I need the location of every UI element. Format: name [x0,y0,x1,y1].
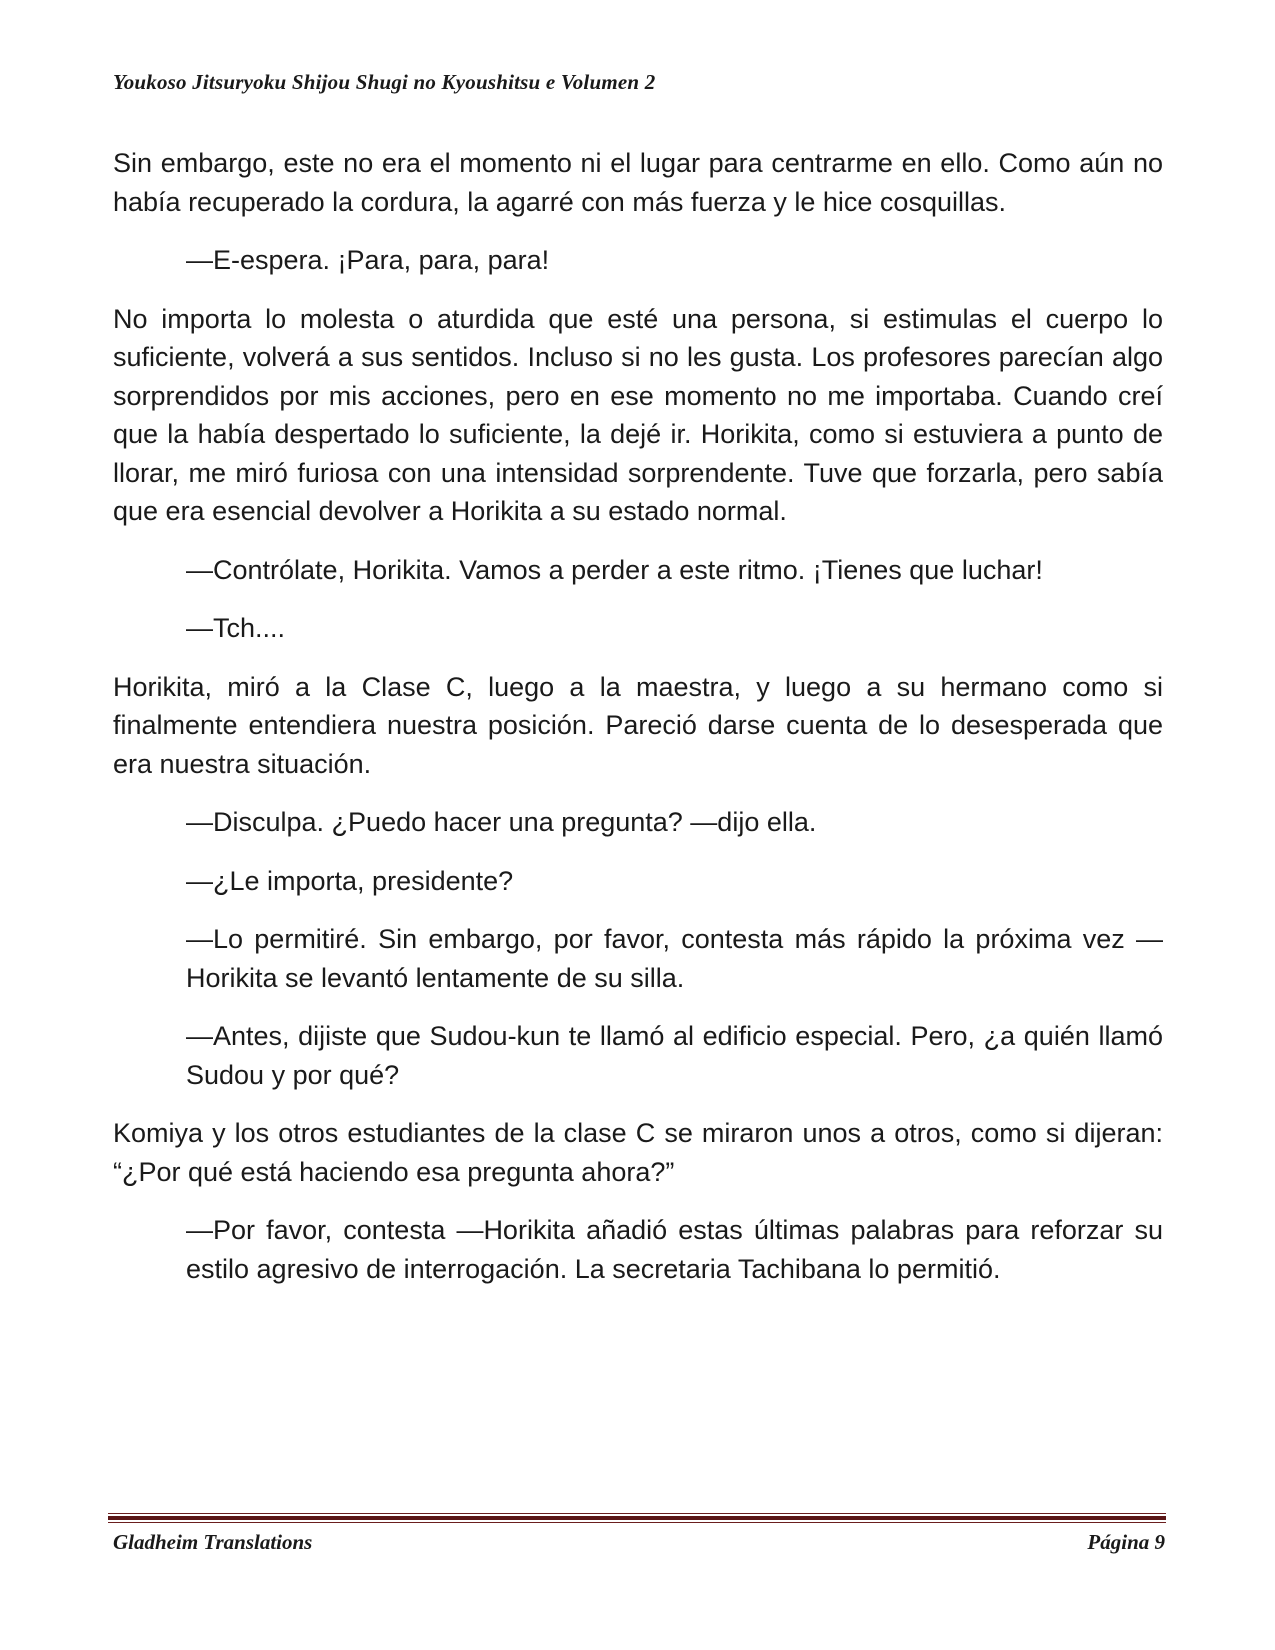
dialogue-line: —E-espera. ¡Para, para, para! [186,245,550,275]
footer-divider-thick-line [108,1516,1166,1520]
footer-divider-top-line [108,1513,1166,1514]
paragraph: Sin embargo, este no era el momento ni el lugar para centrarme en ello. Como aún no había recuperado la cordura, la agarré con más fuerza y le hice cosquillas. [113,148,1163,217]
footer-divider [108,1513,1166,1523]
dialogue-line: —¿Le importa, presidente? [186,865,514,896]
dialogue-line: —Lo permitiré. Sin embargo, por favor, contesta más rápido la próxima vez —Horikita se levantó lentamente de su silla. [186,924,1163,993]
document-body [113,144,1163,1288]
dialogue-line: —Contrólate, Horikita. Vamos a perder a este ritmo. ¡Tienes que luchar! [186,554,1043,585]
dialogue-line: —Antes, dijiste que Sudou-kun te llamó al edificio especial. Pero, ¿a quién llamó Sudou y por qué? [186,1021,1163,1090]
page-number: Página 9 [1087,1530,1165,1554]
footer-credit: Gladheim Translations [113,1530,313,1554]
footer-divider-bottom-line [108,1522,1166,1523]
paragraph: Komiya y los otros estudiantes de la clase C se miraron unos a otros, como si dijeran: “¿Por qué está haciendo esa pregunta ahora?” [113,1118,1163,1187]
dialogue-line: —Tch.... [186,613,286,643]
page-header-title: Youkoso Jitsuryoku Shijou Shugi no Kyoushitsu e Volumen 2 [113,70,656,94]
paragraph: Horikita, miró a la Clase C, luego a la maestra, y luego a su hermano como si finalmente entendiera nuestra posición. Pareció darse cuenta de lo desesperada que era nuestra situación. [113,671,1163,779]
dialogue-line: —Por favor, contesta —Horikita añadió estas últimas palabras para reforzar su estilo agresivo de interrogación. La secretaria Tachibana lo permitió. [186,1215,1163,1284]
paragraph: No importa lo molesta o aturdida que esté una persona, si estimulas el cuerpo lo suficiente, volverá a sus sentidos. Incluso si no les gusta. Los profesores parecían algo sorprendidos por mis acciones, pero en ese momento no me importaba. Cuando creí que la había despertado lo suficiente, la dejé ir. Horikita, como si estuviera a punto de llorar, me miró furiosa con una intensidad sorprendente. Tuve que forzarla, pero sabía que era esencial devolver a Horikita a su estado normal. [113,303,1163,526]
dialogue-line: —Disculpa. ¿Puedo hacer una pregunta? —dijo ella. [186,807,817,837]
